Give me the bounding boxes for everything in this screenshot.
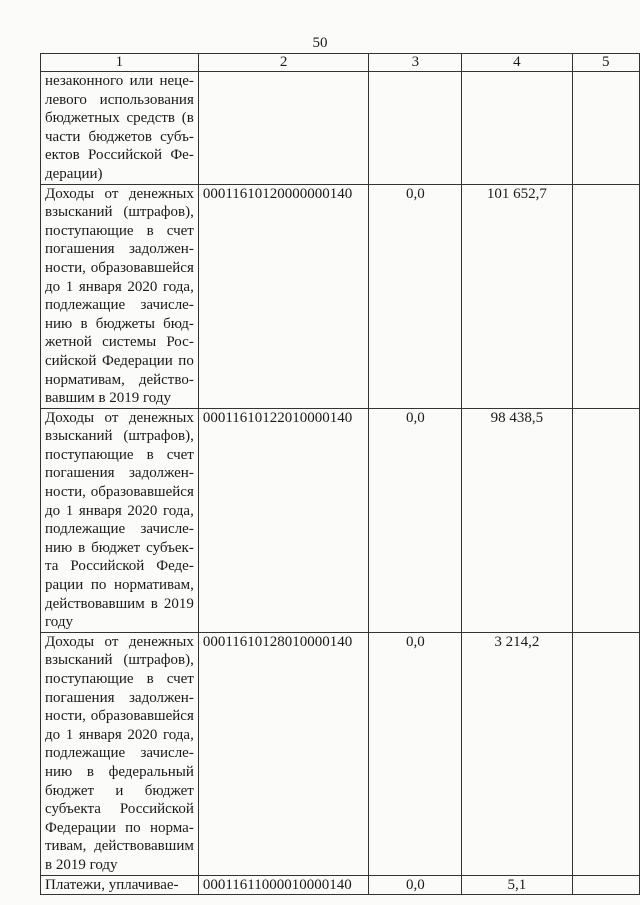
budget-code-cell: 00011610128010000140 [198,632,369,875]
revenue-name-line: та Российской Феде- [45,558,194,575]
revenue-name-line: подлежащие зачисле- [45,521,194,538]
revenue-name-cell [41,184,199,408]
revenue-name-line: до 1 января 2020 года, [45,726,194,743]
revenue-name-line: субъекта Российской [45,801,194,818]
revenue-name-line: жетной системы Рос- [45,334,194,351]
revenue-name-line: сийской Федерации по [45,352,194,369]
revenue-name-line: нию в федеральный [45,763,194,780]
revenue-name-line: незаконного или неце- [45,73,194,89]
revenue-name-line: бюджет и бюджет [45,782,194,799]
revenue-name-line: ности, образовавшейся [45,708,194,725]
revenue-name-cell [41,875,199,895]
column-header-3: 3 [369,54,462,72]
revenue-name-line: поступающие в счет [45,446,194,463]
revenue-name-line: ности, образовавшейся [45,259,194,276]
value-col4-cell: 101 652,7 [462,184,572,408]
value-col5-cell [572,875,639,895]
value-col5-cell [572,184,639,408]
revenue-name-line: вавшим в 2019 году [45,390,172,407]
revenue-name-line: дерации) [45,165,103,182]
revenue-name-line: погашения задолжен- [45,241,194,258]
value-col3-cell: 0,0 [369,408,462,632]
value-col3-cell: 0,0 [369,875,462,895]
revenue-name-line: части бюджетов субъ- [45,128,194,145]
revenue-name-cell [41,632,199,875]
value-col3-cell [369,72,462,185]
budget-code-cell [198,72,369,185]
revenue-name-line: погашения задолжен- [45,465,194,482]
value-col5-cell [572,72,639,185]
column-header-4: 4 [462,54,572,72]
value-col4-cell: 98 438,5 [462,408,572,632]
table-row [41,72,640,185]
budget-revenue-table [40,53,640,895]
revenue-name-line: до 1 января 2020 года, [45,502,194,519]
revenue-name-line: тивам, действовавшим [45,838,194,855]
table-row [41,632,640,875]
revenue-name-line: ектов Российской Фе- [45,147,194,164]
value-col5-cell [572,632,639,875]
revenue-name-cell [41,408,199,632]
revenue-name-line: подлежащие зачисле- [45,745,194,762]
revenue-name-line: поступающие в счет [45,671,194,687]
value-col5-cell [572,408,639,632]
revenue-name-line: взысканий (штрафов), [45,652,194,669]
revenue-name-line: погашения задолжен- [45,689,194,706]
value-col4-cell: 3 214,2 [462,632,572,875]
table-header-row [41,54,640,72]
revenue-name-line: ности, образовавшейся [45,484,194,501]
value-col4-cell: 5,1 [462,875,572,895]
value-col3-cell: 0,0 [369,632,462,875]
budget-code-cell: 00011610120000000140 [198,184,369,408]
revenue-name-line: Платежи, уплачивае- [45,876,179,893]
revenue-name-line: действовавшим в 2019 [45,595,194,612]
table-row [41,875,640,895]
revenue-name-line: Доходы от денежных [45,409,194,426]
revenue-name-line: Доходы от денежных [45,185,194,202]
revenue-name-line: подлежащие зачисле- [45,297,194,314]
revenue-name-line: рации по нормативам, [45,577,194,594]
revenue-name-line: нию в бюджет субъек- [45,539,194,556]
revenue-name-line: Доходы от денежных [45,633,194,650]
revenue-name-line: поступающие в счет [45,222,194,239]
page-number: 50 [312,35,328,51]
revenue-name-line: до 1 января 2020 года, [45,278,194,295]
revenue-name-line: нию в бюджеты бюд- [45,315,194,332]
revenue-name-line: в 2019 году [45,856,118,873]
table-row [41,184,640,408]
budget-code-cell: 00011610122010000140 [198,408,369,632]
revenue-name-line: нормативам, действо- [45,371,194,388]
revenue-name-line: бюджетных средств (в [45,110,194,127]
budget-code-cell: 00011611000010000140 [198,875,369,895]
column-header-2: 2 [198,54,369,72]
column-header-5: 5 [572,54,639,72]
revenue-name-line: взысканий (штрафов), [45,428,194,445]
revenue-name-cell [41,72,199,185]
revenue-name-line: Федерации по норма- [45,819,194,836]
revenue-name-line: взысканий (штрафов), [45,204,194,221]
value-col3-cell: 0,0 [369,184,462,408]
table-row [41,408,640,632]
value-col4-cell [462,72,572,185]
revenue-name-line: левого использования [45,91,194,108]
column-header-1: 1 [41,54,199,72]
revenue-name-line: году [45,614,73,631]
